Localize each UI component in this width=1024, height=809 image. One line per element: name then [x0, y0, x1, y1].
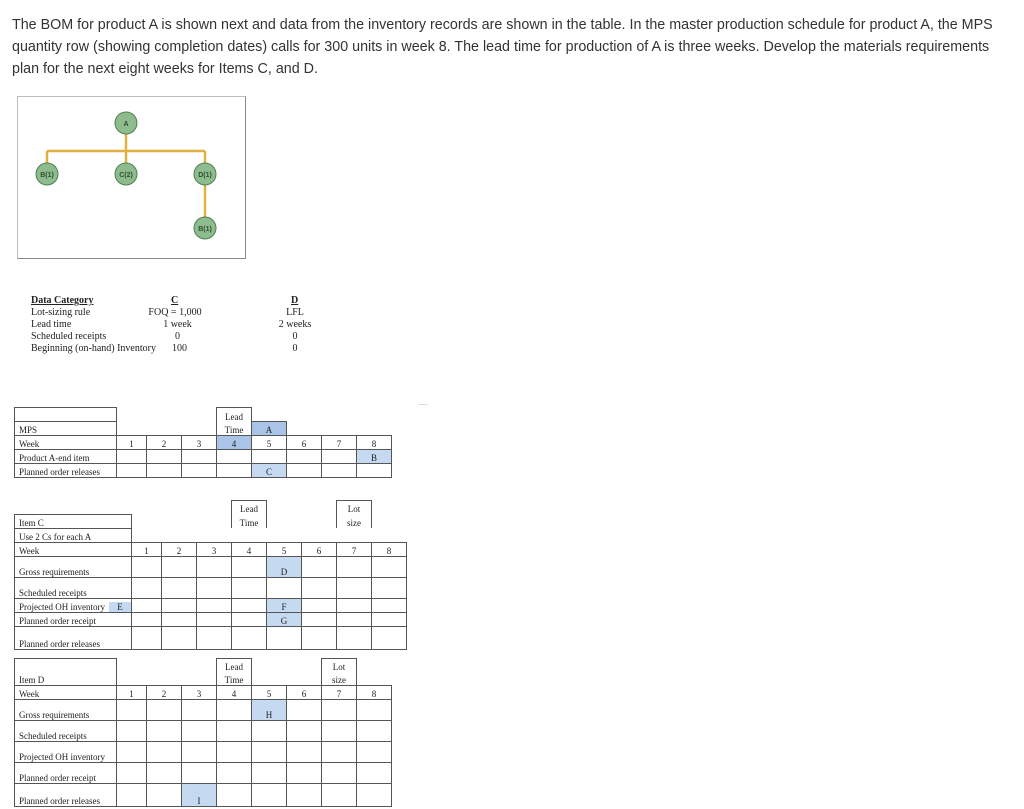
- row-scheduled-receipts: Scheduled receipts: [15, 721, 117, 742]
- week-3: 3: [182, 686, 217, 700]
- cell[interactable]: [252, 742, 287, 763]
- cell[interactable]: [287, 700, 322, 721]
- data-category-header: Data Category: [31, 295, 94, 306]
- bom-node-b: [36, 163, 58, 185]
- row-projected-oh: Projected OH inventory E: [15, 598, 132, 612]
- cell[interactable]: [147, 450, 182, 464]
- cell[interactable]: [196, 556, 231, 577]
- week-1: 1: [117, 686, 147, 700]
- cell[interactable]: [131, 612, 161, 626]
- week-2: 2: [147, 436, 182, 450]
- c-lead-time: 1 week: [163, 319, 192, 330]
- cell[interactable]: [336, 626, 371, 649]
- cell[interactable]: [357, 700, 392, 721]
- cell[interactable]: [231, 612, 266, 626]
- item-c-table: [14, 500, 441, 650]
- mps-title-cell: [15, 408, 117, 422]
- cell[interactable]: [117, 700, 147, 721]
- cell[interactable]: [371, 556, 406, 577]
- cell[interactable]: [131, 598, 161, 612]
- cell[interactable]: [182, 763, 217, 784]
- cell[interactable]: [182, 721, 217, 742]
- item-c-title: Item C: [15, 514, 132, 528]
- d-scheduled-receipts: 0: [292, 331, 298, 342]
- week-3: 3: [196, 542, 231, 556]
- week-3: 3: [182, 436, 217, 450]
- cell[interactable]: [252, 721, 287, 742]
- row-gross-requirements: Gross requirements: [15, 700, 117, 721]
- week-8: 8: [357, 686, 392, 700]
- cell[interactable]: [287, 464, 322, 478]
- cell[interactable]: [266, 577, 301, 598]
- lead-time-label-2: Time: [217, 422, 252, 436]
- cell[interactable]: [322, 464, 357, 478]
- cell[interactable]: [301, 577, 336, 598]
- cell[interactable]: [147, 763, 182, 784]
- cell[interactable]: [357, 464, 392, 478]
- week-7: 7: [336, 542, 371, 556]
- week-label: Week: [15, 436, 117, 450]
- svg-text:B(1): B(1): [40, 172, 54, 179]
- cell[interactable]: [371, 626, 406, 649]
- week-4: 4: [217, 436, 252, 450]
- cell[interactable]: [322, 450, 357, 464]
- cell[interactable]: [322, 742, 357, 763]
- blank-f[interactable]: F: [266, 598, 301, 612]
- divider: [418, 404, 428, 405]
- svg-text:A: A: [123, 121, 129, 128]
- cell[interactable]: [147, 464, 182, 478]
- col-c-header: C: [171, 295, 179, 306]
- cell[interactable]: [287, 721, 322, 742]
- cell[interactable]: [231, 556, 266, 577]
- mps-table: [14, 407, 427, 478]
- cell[interactable]: [357, 721, 392, 742]
- lead-time-label-2: Time: [217, 672, 252, 686]
- svg-text:C(2): C(2): [119, 172, 133, 179]
- cell[interactable]: [147, 742, 182, 763]
- cell[interactable]: [196, 612, 231, 626]
- cell[interactable]: [131, 577, 161, 598]
- cell[interactable]: [287, 784, 322, 807]
- week-4: 4: [217, 686, 252, 700]
- cell[interactable]: [336, 612, 371, 626]
- week-5: 5: [252, 436, 287, 450]
- week-5: 5: [252, 686, 287, 700]
- cell[interactable]: [147, 721, 182, 742]
- row-label: Beginning (on-hand) Inventory: [31, 343, 156, 354]
- cell[interactable]: [117, 721, 147, 742]
- row-projected-oh: Projected OH inventory: [15, 742, 117, 763]
- lead-time-label: Lead: [217, 659, 252, 673]
- cell[interactable]: [252, 450, 287, 464]
- blank-h[interactable]: H: [252, 700, 287, 721]
- cell[interactable]: [336, 577, 371, 598]
- cell[interactable]: [371, 598, 406, 612]
- row-planned-releases: Planned order releases: [15, 626, 132, 649]
- svg-text:D(1): D(1): [198, 172, 212, 179]
- row-scheduled-receipts: Scheduled receipts: [15, 577, 132, 598]
- cell[interactable]: [196, 626, 231, 649]
- week-8: 8: [357, 436, 392, 450]
- cell[interactable]: [266, 626, 301, 649]
- blank-g[interactable]: G: [266, 612, 301, 626]
- cell[interactable]: [301, 626, 336, 649]
- col-d-header: D: [291, 295, 299, 306]
- cell[interactable]: [117, 784, 147, 807]
- cell[interactable]: [301, 612, 336, 626]
- lead-time-label: Lead: [217, 408, 252, 422]
- week-6: 6: [287, 686, 322, 700]
- cell[interactable]: [217, 784, 252, 807]
- c-scheduled-receipts: 0: [175, 331, 180, 342]
- blank-a[interactable]: A: [252, 422, 287, 436]
- lead-time-label: Lead: [231, 501, 266, 515]
- cell[interactable]: [357, 763, 392, 784]
- cell[interactable]: [131, 626, 161, 649]
- cell[interactable]: [182, 450, 217, 464]
- item-c-subtitle: Use 2 Cs for each A: [15, 528, 132, 542]
- cell[interactable]: [357, 742, 392, 763]
- cell[interactable]: [357, 784, 392, 807]
- cell[interactable]: [336, 598, 371, 612]
- cell[interactable]: [231, 598, 266, 612]
- d-lead-time: 2 weeks: [278, 319, 312, 330]
- lot-size-label: Lot: [322, 659, 357, 673]
- week-1: 1: [131, 542, 161, 556]
- cell[interactable]: [196, 577, 231, 598]
- cell[interactable]: [217, 742, 252, 763]
- week-4: 4: [231, 542, 266, 556]
- row-planned-receipt: Planned order receipt: [15, 763, 117, 784]
- cell[interactable]: [161, 556, 196, 577]
- bom-node-a: [115, 112, 137, 134]
- cell[interactable]: [117, 742, 147, 763]
- cell[interactable]: [322, 784, 357, 807]
- c-on-hand: 100: [172, 343, 187, 354]
- week-label: Week: [15, 686, 117, 700]
- week-6: 6: [287, 436, 322, 450]
- week-5: 5: [266, 542, 301, 556]
- blank-i[interactable]: I: [182, 784, 217, 807]
- week-8: 8: [371, 542, 406, 556]
- cell[interactable]: [161, 626, 196, 649]
- cell[interactable]: [252, 763, 287, 784]
- row-label: Lead time: [31, 319, 72, 330]
- cell[interactable]: [217, 700, 252, 721]
- cell[interactable]: [131, 556, 161, 577]
- cell[interactable]: [161, 598, 196, 612]
- cell[interactable]: [322, 763, 357, 784]
- row-label: Scheduled receipts: [31, 331, 107, 342]
- cell[interactable]: [117, 763, 147, 784]
- cell[interactable]: [182, 700, 217, 721]
- lot-size-label-2: size: [322, 672, 357, 686]
- blank-e[interactable]: E: [109, 602, 131, 612]
- cell[interactable]: [287, 450, 322, 464]
- item-d-title: Item D: [15, 672, 117, 686]
- bom-diagram: [17, 96, 246, 259]
- lot-size-label: Lot: [336, 501, 371, 515]
- row-label: Lot-sizing rule: [31, 307, 91, 318]
- d-lot-size: LFL: [286, 307, 304, 318]
- bom-node-b-under-d: [194, 217, 216, 239]
- lead-time-label-2: Time: [231, 514, 266, 528]
- cell[interactable]: [231, 626, 266, 649]
- row-planned-releases: Planned order releases: [15, 464, 117, 478]
- cell[interactable]: [161, 612, 196, 626]
- cell[interactable]: [217, 450, 252, 464]
- blank-b[interactable]: B: [357, 450, 392, 464]
- blank-c[interactable]: C: [252, 464, 287, 478]
- cell[interactable]: [287, 742, 322, 763]
- cell[interactable]: [301, 556, 336, 577]
- svg-text:B(1): B(1): [198, 226, 212, 233]
- week-1: 1: [117, 436, 147, 450]
- lot-size-label-2: size: [336, 514, 371, 528]
- cell[interactable]: [336, 556, 371, 577]
- c-lot-size: FOQ = 1,000: [148, 307, 202, 318]
- row-product-a: Product A-end item: [15, 450, 117, 464]
- week-7: 7: [322, 436, 357, 450]
- row-planned-releases: Planned order releases: [15, 784, 117, 807]
- bom-node-d: [194, 163, 216, 185]
- week-label: Week: [15, 542, 132, 556]
- cell[interactable]: [217, 464, 252, 478]
- cell[interactable]: [196, 598, 231, 612]
- item-d-title-cell: [15, 659, 117, 673]
- cell[interactable]: [322, 700, 357, 721]
- cell[interactable]: [287, 763, 322, 784]
- cell[interactable]: [217, 763, 252, 784]
- item-d-table: [14, 658, 427, 807]
- blank-d[interactable]: D: [266, 556, 301, 577]
- cell[interactable]: [161, 577, 196, 598]
- cell[interactable]: [371, 612, 406, 626]
- mps-title: MPS: [15, 422, 117, 436]
- row-planned-receipt: Planned order receipt: [15, 612, 132, 626]
- cell[interactable]: [117, 464, 147, 478]
- cell[interactable]: [322, 721, 357, 742]
- week-2: 2: [161, 542, 196, 556]
- week-7: 7: [322, 686, 357, 700]
- bom-node-c: [115, 163, 137, 185]
- cell[interactable]: [117, 450, 147, 464]
- cell[interactable]: [217, 721, 252, 742]
- cell[interactable]: [252, 784, 287, 807]
- cell[interactable]: [182, 464, 217, 478]
- cell[interactable]: [371, 577, 406, 598]
- cell[interactable]: [182, 742, 217, 763]
- bom-tree: [18, 97, 245, 258]
- week-2: 2: [147, 686, 182, 700]
- cell[interactable]: [231, 577, 266, 598]
- cell[interactable]: [147, 784, 182, 807]
- week-6: 6: [301, 542, 336, 556]
- d-on-hand: 0: [292, 343, 298, 354]
- cell[interactable]: [301, 598, 336, 612]
- question-text: The BOM for product A is shown next and data from the inventory records are shown in the table. In the master production schedule for product A, the MPS quantity row (showing completion dates) calls for 300 units in week 8. The lead time for production of A is three weeks. Develop the materials requirements plan for the next eight weeks for Items C, and D.: [12, 17, 993, 77]
- row-gross-requirements: Gross requirements: [15, 556, 132, 577]
- cell[interactable]: [147, 700, 182, 721]
